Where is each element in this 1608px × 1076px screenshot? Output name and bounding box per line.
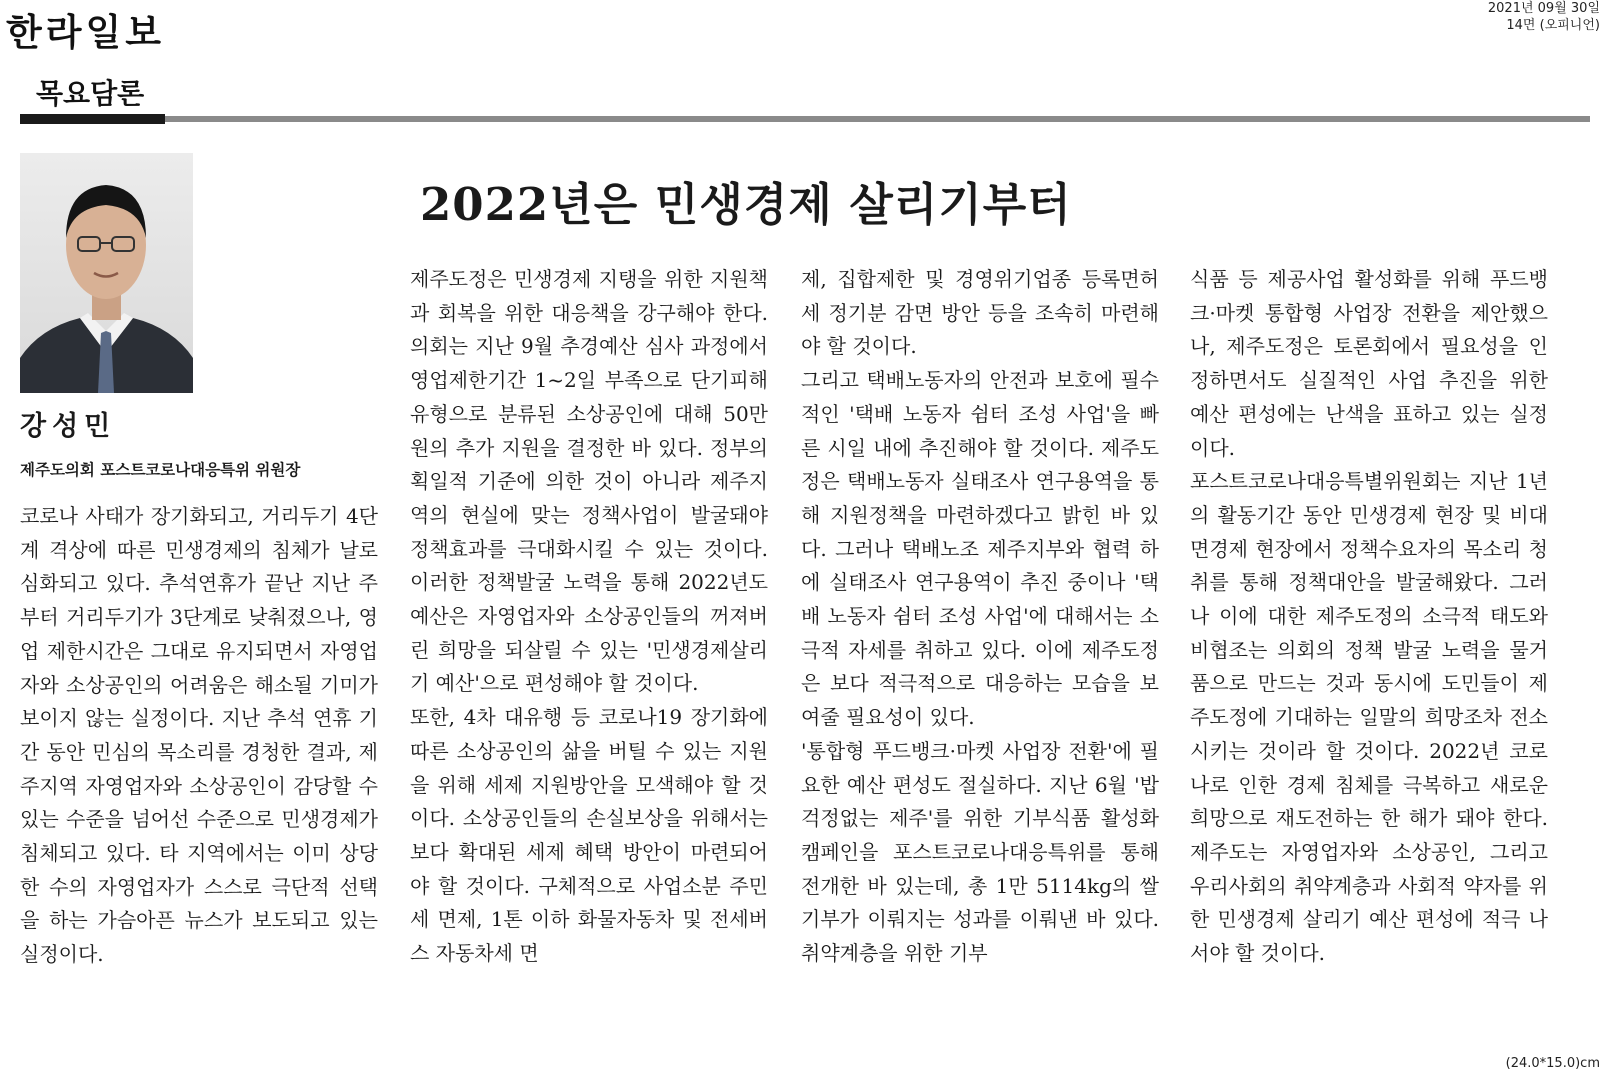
masthead-logo: 한라일보 — [6, 11, 165, 54]
paragraph: '통합형 푸드뱅크·마켓 사업장 전환'에 필요한 예산 편성도 절실하다. 지난 6월 '밥걱정없는 제주'를 위한 기부식품 활성화 캠페인을 포스트코로나대응특위를 통해 전개한 바 있는데, 총 1만 5114kg의 쌀 기부가 이뤄지는 성과를 이뤄낸 바 있다. 취약계층을 위한 기부 — [801, 738, 1159, 966]
section-rule-gray — [165, 116, 1590, 122]
paragraph: 제주도정은 민생경제 지탱을 위한 지원책과 회복을 위한 대응책을 강구해야 한다. 의회는 지난 9월 추경예산 심사 과정에서 영업제한기간 1~2일 부족으로 단기피해유형으로 분류된 소상공인에 대해 50만원의 추가 지원을 결정한 바 있다. 정부의 획일적 기준에 의한 것이 아니라 제주지역의 현실에 맞는 정책사업이 발굴돼야 정책효과를 극대화시킬 수 있는 것이다. 이러한 정책발굴 노력을 통해 2022년도 예산은 자영업자와 소상공인들의 꺼져버린 희망을 되살릴 수 있는 '민생경제살리기 예산'으로 편성해야 할 것이다. — [410, 267, 768, 696]
author-portrait-icon — [20, 153, 193, 393]
article-column-4 — [1190, 263, 1548, 971]
paragraph: 제, 집합제한 및 경영위기업종 등록면허세 정기분 감면 방안 등을 조속히 마련해야 할 것이다. — [801, 267, 1159, 359]
paragraph: 포스트코로나대응특별위원회는 지난 1년의 활동기간 동안 민생경제 현장 및 비대면경제 현장에서 정책수요자의 목소리 청취를 통해 정책대안을 발굴해왔다. 그러나 이에 대한 제주도정의 소극적 태도와 비협조는 의회의 정책 발굴 노력을 물거품으로 만드는 것과 동시에 도민들이 제주도정에 기대하는 일말의 희망조차 전소시키는 것이라 할 것이다. 2022년 코로나로 인한 경제 침체를 극복하고 새로운 희망으로 재도전하는 한 해가 돼야 한다. 제주도는 자영업자와 소상공인, 그리고 우리사회의 취약계층과 사회적 약자를 위한 민생경제 살리기 예산 편성에 적극 나서야 할 것이다. — [1190, 469, 1548, 966]
page-info: 14면 (오피니언) — [1506, 18, 1600, 33]
author-role: 제주도의회 포스트코로나대응특위 위원장 — [20, 461, 301, 479]
article-column-1 — [20, 500, 378, 972]
author-name: 강성민 — [20, 411, 117, 442]
paragraph: 코로나 사태가 장기화되고, 거리두기 4단계 격상에 따른 민생경제의 침체가 날로 심화되고 있다. 추석연휴가 끝난 지난 주부터 거리두기가 3단계로 낮춰졌으나, 영업 제한시간은 그대로 유지되면서 자영업자와 소상공인의 어려움은 해소될 기미가 보이지 않는 실정이다. 지난 추석 연휴 기간 동안 민심의 목소리를 경청한 결과, 제주지역 자영업자와 소상공인이 감당할 수 있는 수준을 넘어선 수준으로 민생경제가 침체되고 있다. 타 지역에서는 이미 상당한 수의 자영업자가 스스로 극단적 선택을 하는 가슴아픈 뉴스가 보도되고 있는 실정이다. — [20, 504, 378, 967]
issue-date: 2021년 09월 30일 — [1487, 1, 1600, 16]
issue-meta — [1488, 0, 1600, 34]
section-title: 목요담론 — [36, 77, 145, 110]
section-rule-dark — [20, 114, 165, 124]
size-note: (24.0*15.0)cm — [1505, 1056, 1600, 1071]
headline: 2022년은 민생경제 살리기부터 — [420, 178, 1072, 231]
paragraph: 식품 등 제공사업 활성화를 위해 푸드뱅크·마켓 통합형 사업장 전환을 제안했으나, 제주도정은 토론회에서 필요성을 인정하면서도 실질적인 사업 추진을 위한 예산 편성에는 난색을 표하고 있는 실정이다. — [1190, 267, 1548, 460]
paragraph: 그리고 택배노동자의 안전과 보호에 필수적인 '택배 노동자 쉼터 조성 사업'을 빠른 시일 내에 추진해야 할 것이다. 제주도정은 택배노동자 실태조사 연구용역을 통해 지원정책을 마련하겠다고 밝힌 바 있다. 그러나 택배노조 제주지부와 협력 하에 실태조사 연구용역이 추진 중이나 '택배 노동자 쉼터 조성 사업'에 대해서는 소극적 자세를 취하고 있다. 이에 제주도정은 보다 적극적으로 대응하는 모습을 보여줄 필요성이 있다. — [801, 368, 1159, 730]
paragraph: 또한, 4차 대유행 등 코로나19 장기화에 따른 소상공인의 삶을 버틸 수 있는 지원을 위해 세제 지원방안을 모색해야 할 것이다. 소상공인들의 손실보상을 위해서는 보다 확대된 세제 혜택 방안이 마련되어야 할 것이다. 구체적으로 사업소분 주민세 면제, 1톤 이하 화물자동차 및 전세버스 자동차세 면 — [410, 705, 768, 966]
author-photo — [20, 153, 193, 393]
article-column-3 — [801, 263, 1159, 971]
article-column-2 — [410, 263, 768, 971]
